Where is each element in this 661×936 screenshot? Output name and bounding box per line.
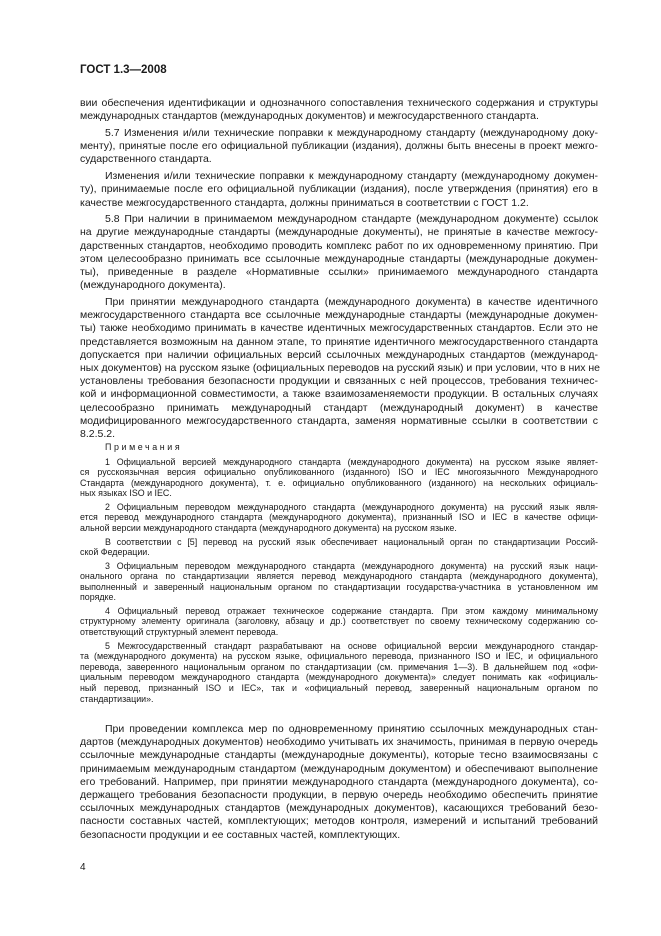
- text-line: представляется возможным на данном этапе, то принятие идентичного межгосударственного стандарта: [80, 335, 598, 348]
- paragraph: [80, 537, 598, 558]
- text-line: на другие международные стандарты (международные документы), не принятые в качестве межгосу-: [80, 226, 598, 239]
- text-line: 5.7 Изменения и/или технические поправки к международному стандарту (международному доку-: [105, 126, 598, 139]
- notes-heading: Примечания: [105, 442, 183, 452]
- notes-list: [80, 457, 598, 705]
- paragraph: [80, 606, 598, 638]
- text-line: 5 Межгосударственный стандарт разрабатывают на основе официальной версии международного стандар-: [105, 640, 598, 651]
- text-line: ных документов) на русском языке (официальных переводов на русский язык) и при условии, что в них не: [80, 361, 601, 374]
- text-line: вии обеспечения идентификации и однозначного сопоставления технического содержания и структуры: [80, 97, 598, 109]
- paragraph: [80, 502, 598, 534]
- text-line: 5.8 При наличии в принимаемом международном стандарте (международном документе) ссылок: [105, 213, 598, 226]
- text-line: ты) также необходимо принимать в качестве идентичных межгосударственных стандартов. Если это не: [80, 322, 598, 335]
- text-line: 4 Официальный перевод отражает техническое содержание стандарта. При этом каждому минимальному: [105, 605, 598, 616]
- text-line: модифицированного межгосударственного стандарта, заменяя нормативные ссылки в соответствии с: [80, 414, 598, 427]
- text-line: дартов (международных документов) необходимо учитывать их значимость, принимая в первую очередь: [80, 736, 598, 749]
- text-line: онального органа по стандартизации является перевод международного стандарта (международного документа),: [80, 571, 598, 582]
- text-line: ных языках ISO и IEC.: [80, 488, 172, 499]
- document-header: ГОСТ 1.3—2008: [80, 64, 167, 76]
- text-line: ный перевод, признанный ISO и IEC», так и «официальный перевод, заверенный национальным органом по: [80, 682, 598, 693]
- notes-section: [80, 442, 598, 707]
- text-line: ся русскоязычная версия официально опубликованного (изданного) ISO и IEC многоязычного Международного: [80, 467, 598, 478]
- text-line: ту), принимаемые после его официальной публикации (издания), после утверждения (принятия) его в: [80, 183, 598, 196]
- text-line: стандартизации».: [80, 693, 154, 704]
- paragraph: [80, 296, 601, 441]
- paragraph: [80, 561, 598, 603]
- text-line: 8.2.5.2.: [80, 427, 116, 440]
- text-line: При проведении комплекса мер по одновременному принятию ссылочных международных стан-: [105, 723, 598, 735]
- text-line: кой и информационной совместимости, а также взаимозаменяемости продукции. В остальных случаях: [80, 388, 598, 401]
- text-line: При принятии международного стандарта (международного документа) в качестве идентичного: [105, 296, 598, 308]
- text-line: перевода, заверенного национальным органом по стандартизации (см. примечания 1—3). В дальнейшем под «офи-: [80, 661, 598, 672]
- text-line: его требований. Например, при принятии международного стандарта (международного документа), со-: [80, 775, 598, 788]
- text-line: ссылочные международные стандарты (международные документы), которые тесно взаимосвязаны с: [80, 749, 598, 762]
- text-line: допускается при наличии официальных версий ссылочных международных стандартов (международ-: [80, 348, 598, 361]
- page-number: 4: [80, 862, 86, 873]
- body-text-top: [80, 97, 601, 445]
- text-line: структурному элементу оригинала (заголовку, абзацу и др.) соответствует по своему техническому содержанию со-: [80, 616, 598, 627]
- text-line: дарственных стандартов, необходимо проводить комплекс работ по их одновременному принятию. При: [80, 239, 598, 252]
- text-line: (международного документа).: [80, 279, 226, 292]
- text-line: безопасности продукции и ее составных частей, комплектующих.: [80, 828, 401, 841]
- text-line: Изменения и/или технические поправки к международному стандарту (международному докумен-: [105, 170, 598, 183]
- text-line: держащего требования безопасности продукции, в первую очередь необходимо обеспечить принятие: [80, 788, 598, 801]
- paragraph: [80, 641, 598, 705]
- paragraph: [80, 723, 598, 842]
- text-line: целесообразно принимать международный стандарт (международный документ) в качестве: [80, 401, 598, 414]
- text-line: выполненный и заверенный национальным органом по стандартизации государства-участника в установленном им: [80, 581, 598, 592]
- text-line: качестве межгосударственного стандарта, должны приниматься в соответствии с ГОСТ 1.2.: [80, 196, 529, 209]
- text-line: 2 Официальным переводом международного стандарта (международного документа) на русский язык явля-: [105, 501, 598, 512]
- text-line: та (международного документа) на русском языке, официального перевода, признанного ISO и IEC, и официального: [80, 651, 598, 662]
- text-line: пасности составных частей, комплектующих; методов контроля, измерений и испытаний требований: [80, 815, 598, 828]
- text-line: Стандарта (международного документа), т. е. официально опубликованного (изданного) на нескольких официаль-: [80, 477, 598, 488]
- paragraph: [80, 97, 598, 123]
- body-text-bottom: [80, 723, 598, 845]
- paragraph: [80, 457, 598, 499]
- text-line: 1 Официальной версией международного стандарта (международного документа) на русском языке являет-: [105, 456, 598, 467]
- text-line: альной версии международного стандарта (международного документа) на русском языке.: [80, 523, 457, 534]
- text-line: В соответствии с [5] перевод на русский язык обеспечивает национальный орган по стандартизации Россий-: [105, 536, 598, 547]
- text-line: ссылочных международных стандартов (международных документов), касающихся требований безо-: [80, 802, 598, 815]
- text-line: международных стандартов (международных документов) и межгосударственного стандарта.: [80, 110, 539, 123]
- paragraph: [80, 127, 598, 167]
- text-line: принимаемым международным стандартом (международным документом) и обеспечивают выполнение: [80, 762, 598, 775]
- text-line: менту), принятые после его официальной публикации (издания), должны быть внесены в проект межго-: [80, 140, 598, 153]
- text-line: 3 Официальным переводом международного стандарта (международного документа) на русский язык наци-: [105, 560, 598, 571]
- paragraph: [80, 170, 598, 210]
- text-line: межгосударственного стандарта все ссылочные международные стандарты (международные докумен-: [80, 309, 598, 322]
- text-line: порядке.: [80, 592, 116, 603]
- text-line: ответствующий структурный элемент перевода.: [80, 627, 279, 638]
- text-line: этом целесообразно принимать все ссылочные международные стандарты (международные докумен-: [80, 252, 598, 265]
- text-line: установлены требования безопасности продукции и связанных с ней процессов, требования техничес-: [80, 375, 598, 388]
- text-line: ты), приведенные в разделе «Нормативные ссылки» принимаемого международного стандарта: [80, 266, 598, 279]
- text-line: ется перевод международного стандарта (международного документа), признанный ISO и IEC в качестве офици-: [80, 512, 598, 523]
- text-line: циальным переводом международного стандарта (международного документа)» следует понимать как «официаль-: [80, 672, 598, 683]
- text-line: сударственного стандарта.: [80, 153, 212, 166]
- text-line: ской Федерации.: [80, 547, 150, 558]
- paragraph: [80, 213, 598, 292]
